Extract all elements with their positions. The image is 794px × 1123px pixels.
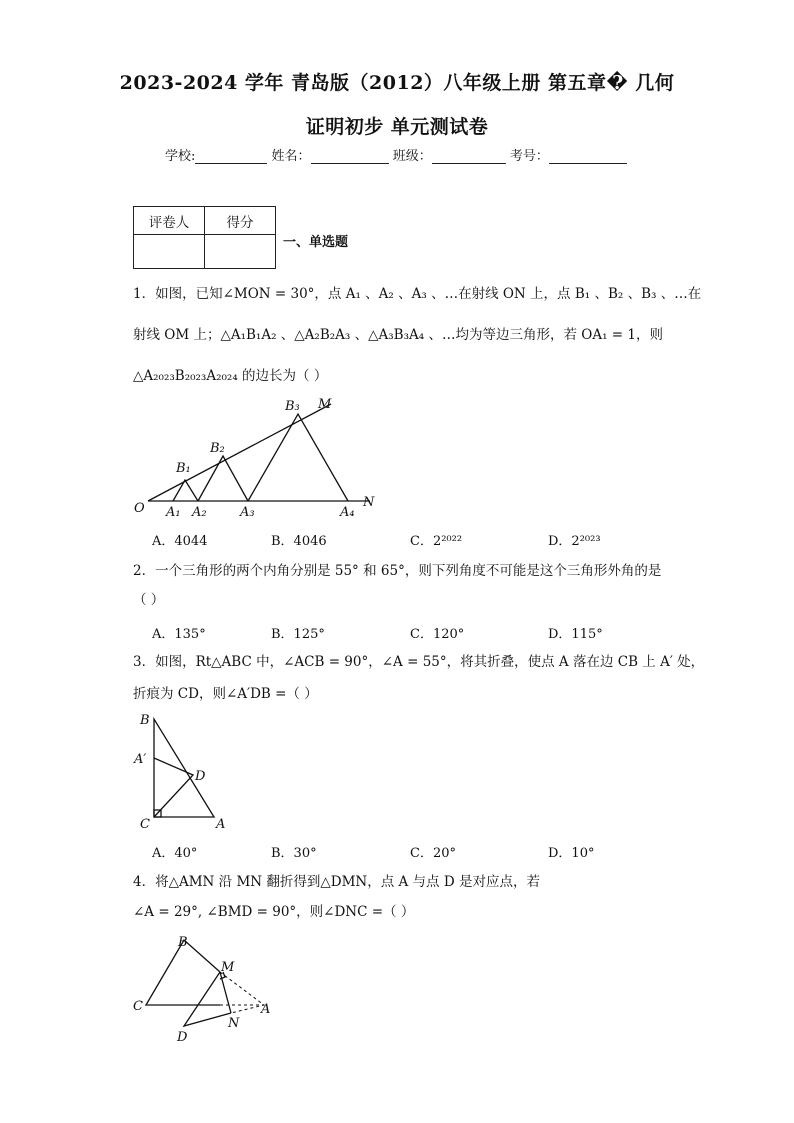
- fold-lines: [154, 758, 193, 817]
- triangle-A3B3A4: [248, 414, 348, 501]
- q2-text-line2: （ ）: [133, 592, 165, 608]
- q3-option-a[interactable]: A．40°: [152, 846, 198, 861]
- section-heading: 一、单选题: [283, 235, 349, 250]
- id-label: 考号：: [509, 149, 549, 164]
- q3-option-b[interactable]: B．30°: [271, 846, 317, 861]
- label-A2: A₂: [192, 505, 207, 520]
- label-A: A: [216, 817, 226, 832]
- name-field[interactable]: [311, 149, 389, 164]
- score-table-grader-cell: [134, 235, 205, 269]
- label-B: B: [178, 935, 188, 950]
- id-field[interactable]: [549, 149, 627, 164]
- q3-option-c[interactable]: C．20°: [410, 846, 456, 861]
- q3-option-d[interactable]: D．10°: [548, 846, 595, 861]
- q1-option-a[interactable]: A．4044: [152, 534, 208, 549]
- q1-text-line3: △A₂₀₂₃B₂₀₂₃A₂₀₂₄ 的边长为（ ）: [133, 368, 328, 384]
- school-label: 学校:: [165, 149, 196, 164]
- q1-text-line1: 1．如图，已知∠MON = 30°，点 A₁ 、A₂ 、A₃ 、…在射线 ON 上，点 B₁ 、B₂ 、B₃ 、…在: [133, 286, 702, 302]
- class-field[interactable]: [432, 149, 506, 164]
- label-D: D: [177, 1030, 188, 1045]
- label-C: C: [140, 817, 150, 832]
- q1-option-b[interactable]: B．4046: [271, 534, 327, 549]
- label-B3: B₃: [285, 399, 300, 414]
- student-info-row: [165, 145, 627, 164]
- q1-text-line2: 射线 OM 上；△A₁B₁A₂ 、△A₂B₂A₃ 、△A₃B₃A₄ 、…均为等边三角形，若 OA₁ = 1，则: [133, 327, 663, 343]
- q3-text-line1: 3．如图，Rt△ABC 中，∠ACB = 90°，∠A = 55°，将其折叠，使点 A 落在边 CB 上 A′ 处，: [133, 654, 705, 670]
- q1-option-d[interactable]: D．2²⁰²³: [548, 534, 601, 549]
- q4-text-line2: ∠A = 29°, ∠BMD = 90°，则∠DNC =（ ）: [133, 904, 415, 920]
- label-N: N: [228, 1016, 240, 1031]
- triangle-DMN: [184, 972, 231, 1026]
- triangle-A1B1A2: [173, 480, 198, 501]
- q1-figure: [128, 392, 388, 522]
- q2-text-line1: 2．一个三角形的两个内角分别是 55° 和 65°，则下列角度不可能是这个三角形外角的是: [133, 563, 662, 579]
- page-title-line1: 2023-2024 学年 青岛版（2012）八年级上册 第五章� 几何: [119, 72, 675, 94]
- q4-figure: [128, 930, 283, 1048]
- q2-option-c[interactable]: C．120°: [410, 627, 465, 642]
- label-B1: B₁: [176, 461, 191, 476]
- school-field[interactable]: [195, 149, 267, 164]
- q4-text-line1: 4．将△AMN 沿 MN 翻折得到△DMN，点 A 与点 D 是对应点，若: [133, 874, 540, 890]
- label-A: A: [261, 1002, 271, 1017]
- label-C: C: [133, 999, 143, 1014]
- triangle-ABC: [154, 719, 214, 817]
- q2-option-d[interactable]: D．115°: [548, 627, 603, 642]
- q3-text-line2: 折痕为 CD，则∠A′DB =（ ）: [133, 686, 318, 702]
- label-A1: A₁: [166, 505, 181, 520]
- score-table-score-cell: [205, 235, 276, 269]
- score-table-grader-header: 评卷人: [134, 207, 205, 235]
- score-table-score-header: 得分: [205, 207, 276, 235]
- label-A4: A₄: [340, 505, 355, 520]
- class-label: 班级：: [392, 149, 432, 164]
- name-label: 姓名：: [271, 149, 311, 164]
- triangle-A2B2A3: [198, 456, 248, 501]
- q2-option-b[interactable]: B．125°: [271, 627, 325, 642]
- label-M: M: [318, 397, 332, 412]
- label-A3: A₃: [240, 505, 255, 520]
- original-triangle-dashed: [220, 972, 264, 1013]
- label-A-prime: A′: [134, 752, 147, 767]
- label-O: O: [134, 501, 145, 516]
- label-B2: B₂: [210, 441, 225, 456]
- label-B: B: [140, 713, 150, 728]
- score-table: [133, 206, 276, 269]
- label-M: M: [221, 960, 235, 975]
- q1-option-c[interactable]: C．2²⁰²²: [410, 534, 463, 549]
- q2-option-a[interactable]: A．135°: [152, 627, 206, 642]
- q3-figure: [128, 708, 248, 833]
- page-title-line2: 证明初步 单元测试卷: [305, 116, 489, 138]
- label-N: N: [363, 495, 375, 510]
- label-D: D: [195, 769, 206, 784]
